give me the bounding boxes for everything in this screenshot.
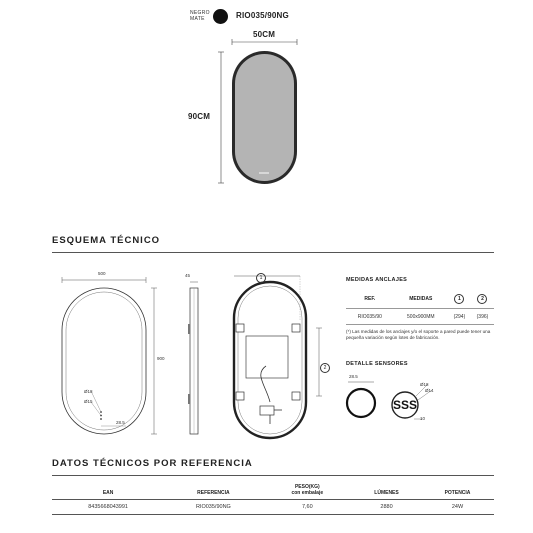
schema-title: ESQUEMA TÉCNICO	[52, 235, 161, 246]
sensor-d18-label: Ø18	[84, 389, 93, 394]
front-schema-drawing	[48, 266, 168, 438]
sensor-dim-10: 10	[420, 416, 426, 421]
sensors-title: DETALLE SENSORES	[346, 361, 408, 367]
anchor-2-number: 2	[320, 363, 330, 373]
sensor-icon	[259, 172, 269, 174]
width-label: 50CM	[253, 30, 276, 39]
schema-divider	[52, 252, 494, 253]
refs-divider	[52, 475, 494, 476]
anchors-header-size: MEDIDAS	[394, 292, 448, 309]
refs-table	[52, 484, 494, 515]
finish-line-1: NEGRO	[190, 10, 210, 16]
finish-color-swatch	[213, 9, 228, 24]
refs-cell-ean: 8435668043991	[52, 500, 164, 515]
refs-title: DATOS TÉCNICOS POR REFERENCIA	[52, 458, 253, 469]
refs-header-ean: EAN	[52, 484, 164, 500]
svg-text:SSS: SSS	[392, 398, 418, 412]
sensor-dim-d18: Ø18	[420, 382, 429, 387]
anchors-row	[346, 309, 494, 325]
refs-cell-lumens: 2880	[352, 500, 421, 515]
refs-cell-weight: 7,60	[263, 500, 352, 515]
anchor-1-number: 1	[256, 273, 266, 283]
mirror-product-view	[180, 28, 320, 193]
refs-cell-reference: RIO035/90NG	[164, 500, 262, 515]
height-label: 90CM	[188, 112, 211, 121]
refs-header-power: POTENCIA	[421, 484, 494, 500]
mirror-glass	[235, 54, 294, 181]
sensor-detail-drawing	[344, 372, 440, 428]
anchors-header-row	[346, 292, 494, 309]
refs-header-row	[52, 484, 494, 500]
anchors-cell: (396)	[471, 309, 494, 325]
refs-header-lumens: LÚMENES	[352, 484, 421, 500]
anchor-1-marker	[256, 266, 266, 284]
sensor-d15-label: Ø15	[84, 399, 93, 404]
refs-header-weight: PESO(KG) con embalaje	[263, 484, 352, 500]
sensor-dim-d14: Ø14	[425, 388, 434, 393]
refs-cell-power: 24W	[421, 500, 494, 515]
side-depth-label: 45	[185, 273, 191, 278]
sensor-offset-label: 28.5	[116, 420, 125, 425]
anchors-title: MEDIDAS ANCLAJES	[346, 277, 408, 283]
product-reference: RIO035/90NG	[236, 11, 289, 20]
anchors-cell: RIO035/90	[346, 309, 394, 325]
refs-header-reference: REFERENCIA	[164, 484, 262, 500]
side-schema-drawing	[180, 278, 210, 438]
anchor-2-marker	[320, 356, 330, 374]
anchors-cell: 500x900MM	[394, 309, 448, 325]
anchors-header-2: 2	[471, 292, 494, 309]
finish-line-2: MATE	[190, 16, 205, 22]
front-width-label: 500	[98, 271, 106, 276]
anchors-cell: (294)	[448, 309, 471, 325]
anchors-header-ref: REF.	[346, 292, 394, 309]
back-schema-drawing	[226, 262, 336, 442]
refs-row	[52, 500, 494, 515]
sensor-dim-285: 28.5	[349, 374, 358, 379]
front-height-label: 900	[157, 356, 165, 361]
anchors-header-1: 1	[448, 292, 471, 309]
anchors-table	[346, 292, 494, 325]
finish-label	[190, 10, 210, 22]
anchors-note: (*) Las medidas de los anclajes y/o el soporte a pared puede tener una pequeña variación según lotes de fabricación.	[346, 329, 491, 340]
